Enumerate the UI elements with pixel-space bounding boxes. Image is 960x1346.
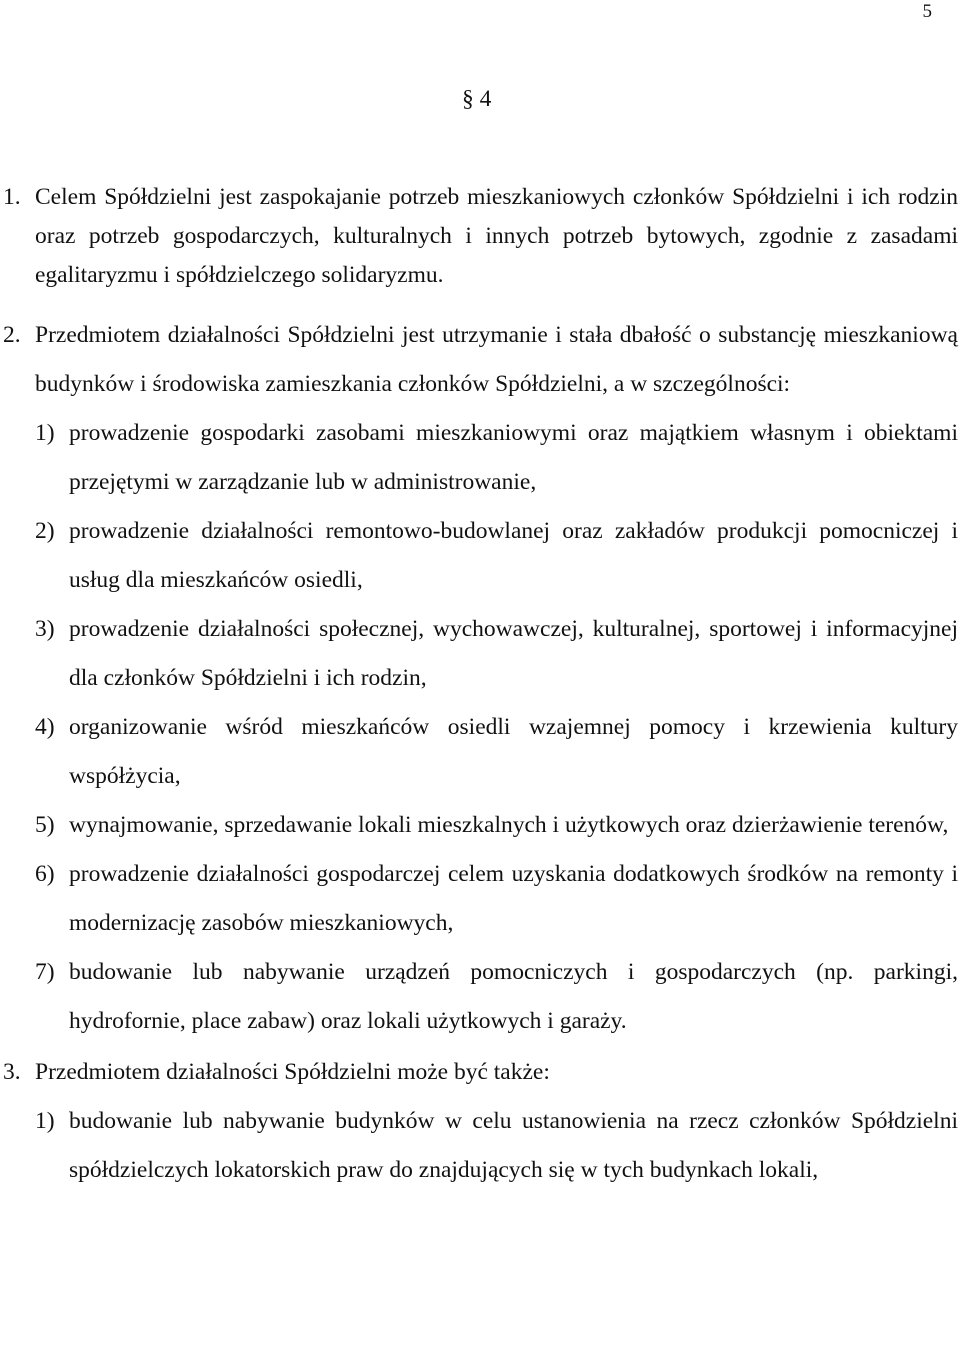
list-item bbox=[0, 507, 958, 605]
paragraph-number: 2. bbox=[3, 322, 21, 348]
list-item-text: prowadzenie gospodarki zasobami mieszkaniowymi oraz majątkiem własnym i obiektami przejętymi w zarządzanie lub w administrowanie, bbox=[69, 420, 958, 495]
list-item-number: 5) bbox=[35, 812, 55, 838]
list-item-number: 1) bbox=[35, 1108, 55, 1134]
list-item-text: wynajmowanie, sprzedawanie lokali mieszkalnych i użytkowych oraz dzierżawienie terenów, bbox=[69, 812, 949, 838]
document-body bbox=[0, 178, 960, 1195]
paragraph-3 bbox=[0, 1048, 958, 1097]
list-item bbox=[0, 850, 958, 948]
list-item bbox=[0, 1097, 958, 1195]
paragraph-3-list bbox=[0, 1097, 960, 1195]
paragraph-number: 1. bbox=[3, 184, 21, 210]
list-item bbox=[0, 948, 958, 1046]
paragraph-text: Celem Spółdzielni jest zaspokajanie potrzeb mieszkaniowych członków Spółdzielni i ich rodzin oraz potrzeb gospodarczych, kulturalnych i innych potrzeb bytowych, zgodnie z zasadami egalitaryzmu i spółdzielczego solidaryzmu. bbox=[35, 184, 958, 288]
paragraph-2 bbox=[0, 311, 958, 409]
list-item-text: prowadzenie działalności remontowo-budowlanej oraz zakładów produkcji pomocniczej i usług dla mieszkańców osiedli, bbox=[69, 518, 958, 593]
list-item bbox=[0, 409, 958, 507]
paragraph-1 bbox=[0, 178, 958, 295]
list-item-text: organizowanie wśród mieszkańców osiedli wzajemnej pomocy i krzewienia kultury współżycia, bbox=[69, 714, 958, 789]
list-item bbox=[0, 703, 958, 801]
list-item-number: 3) bbox=[35, 616, 55, 642]
list-item-number: 1) bbox=[35, 420, 55, 446]
list-item-number: 2) bbox=[35, 518, 55, 544]
paragraph-text: Przedmiotem działalności Spółdzielni jest utrzymanie i stała dbałość o substancję mieszkaniową budynków i środowiska zamieszkania członków Spółdzielni, a w szczególności: bbox=[35, 322, 958, 397]
list-item-text: budowanie lub nabywanie urządzeń pomocniczych i gospodarczych (np. parkingi, hydrofornie, place zabaw) oraz lokali użytkowych i garaży. bbox=[69, 959, 958, 1034]
paragraph-2-list bbox=[0, 409, 960, 1046]
section-heading: § 4 bbox=[462, 86, 492, 112]
list-item-number: 7) bbox=[35, 959, 55, 985]
paragraph-number: 3. bbox=[3, 1059, 21, 1085]
list-item-text: budowanie lub nabywanie budynków w celu ustanowienia na rzecz członków Spółdzielni spółdzielczych lokatorskich praw do znajdujących się w tych budynkach lokali, bbox=[69, 1108, 958, 1183]
list-item bbox=[0, 801, 958, 850]
paragraph-text: Przedmiotem działalności Spółdzielni może być także: bbox=[35, 1059, 550, 1085]
list-item bbox=[0, 605, 958, 703]
list-item-text: prowadzenie działalności społecznej, wychowawczej, kulturalnej, sportowej i informacyjnej dla członków Spółdzielni i ich rodzin, bbox=[69, 616, 958, 691]
list-item-number: 6) bbox=[35, 861, 55, 887]
page-number: 5 bbox=[922, 1, 932, 22]
list-item-text: prowadzenie działalności gospodarczej celem uzyskania dodatkowych środków na remonty i modernizację zasobów mieszkaniowych, bbox=[69, 861, 958, 936]
list-item-number: 4) bbox=[35, 714, 55, 740]
